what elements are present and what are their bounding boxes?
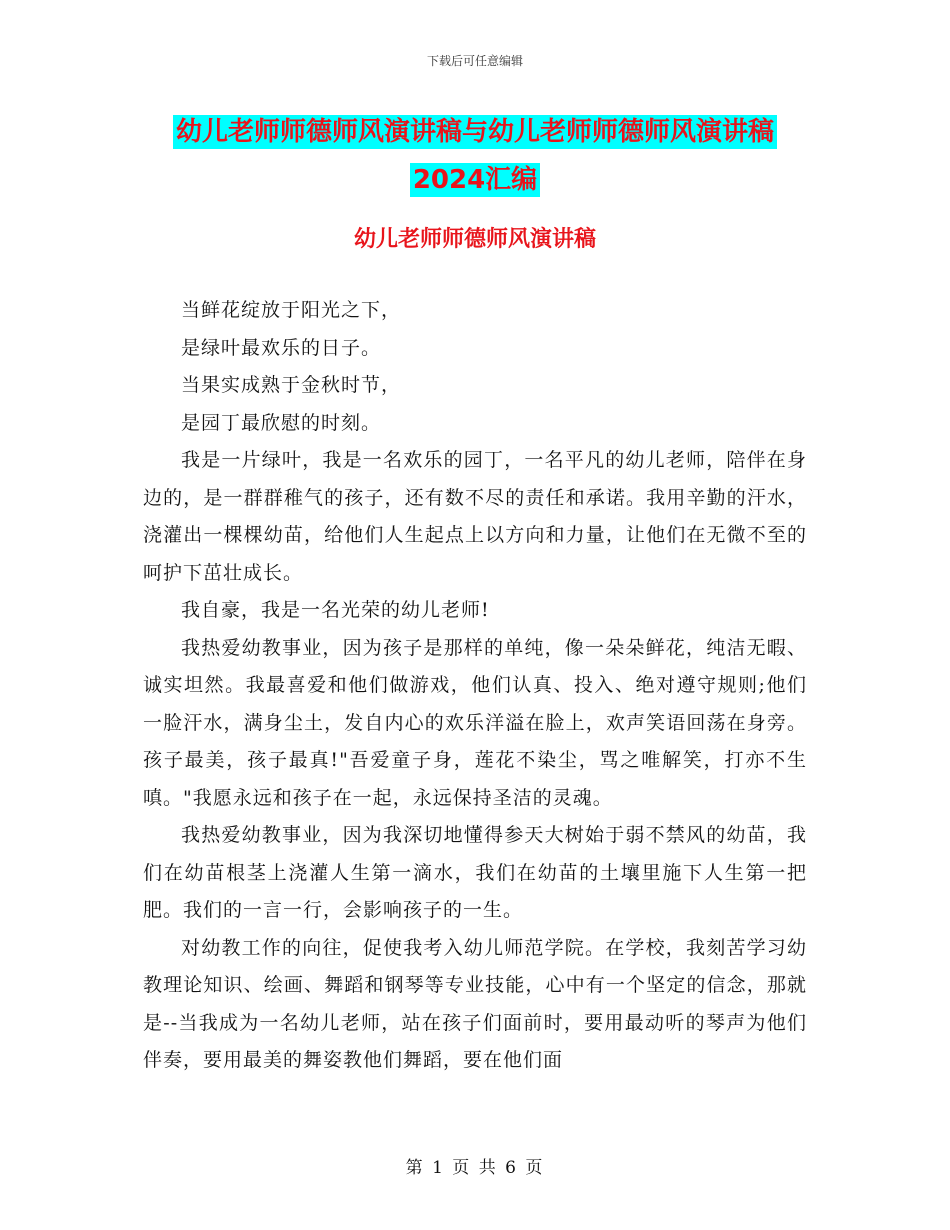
title-line-2: 2024汇编 xyxy=(410,163,540,197)
header-note: 下载后可任意编辑 xyxy=(426,54,523,68)
paragraph: 是绿叶最欢乐的日子。 xyxy=(181,336,382,359)
paragraph: 当鲜花绽放于阳光之下， xyxy=(181,299,402,321)
document-title xyxy=(143,108,807,204)
section-title: 幼儿老师师德师风演讲稿 xyxy=(353,227,596,252)
title-line-1: 幼儿老师师德师风演讲稿与幼儿老师师德师风演讲稿 xyxy=(173,115,777,149)
page-footer: 第 1 页 共 6 页 xyxy=(405,1158,545,1178)
paragraph: 我热爱幼教事业，因为孩子是那样的单纯，像一朵朵鲜花，纯洁无暇、诚实坦然。我最喜爱和他们做游戏，他们认真、投入、绝对遵守规则;他们一脸汗水，满身尘土，发自内心的欢乐洋溢在脸上，欢声笑语回荡在身旁。孩子最美，孩子最真!"吾爱童子身，莲花不染尘，骂之唯解笑，打亦不生嗔。"我愿永远和孩子在一起，永远保持圣洁的灵魂。 xyxy=(143,636,807,809)
paragraph: 当果实成熟于金秋时节， xyxy=(181,374,402,396)
paragraph: 我是一片绿叶，我是一名欢乐的园丁，一名平凡的幼儿老师，陪伴在身边的，是一群群稚气的孩子，还有数不尽的责任和承诺。我用辛勤的汗水，浇灌出一棵棵幼苗，给他们人生起点上以方向和力量，让他们在无微不至的呵护下茁壮成长。 xyxy=(143,449,807,584)
document-body xyxy=(143,292,807,1080)
paragraph: 是园丁最欣慰的时刻。 xyxy=(181,411,382,434)
paragraph: 我自豪，我是一名光荣的幼儿老师! xyxy=(181,599,490,621)
paragraph: 对幼教工作的向往，促使我考入幼儿师范学院。在学校，我刻苦学习幼教理论知识、绘画、舞蹈和钢琴等专业技能，心中有一个坚定的信念，那就是--当我成为一名幼儿老师，站在孩子们面前时，要用最动听的琴声为他们伴奏，要用最美的舞姿教他们舞蹈，要在他们面 xyxy=(143,936,807,1071)
paragraph: 我热爱幼教事业，因为我深切地懂得参天大树始于弱不禁风的幼苗，我们在幼苗根茎上浇灌人生第一滴水，我们在幼苗的土壤里施下人生第一把肥。我们的一言一行，会影响孩子的一生。 xyxy=(143,824,807,921)
